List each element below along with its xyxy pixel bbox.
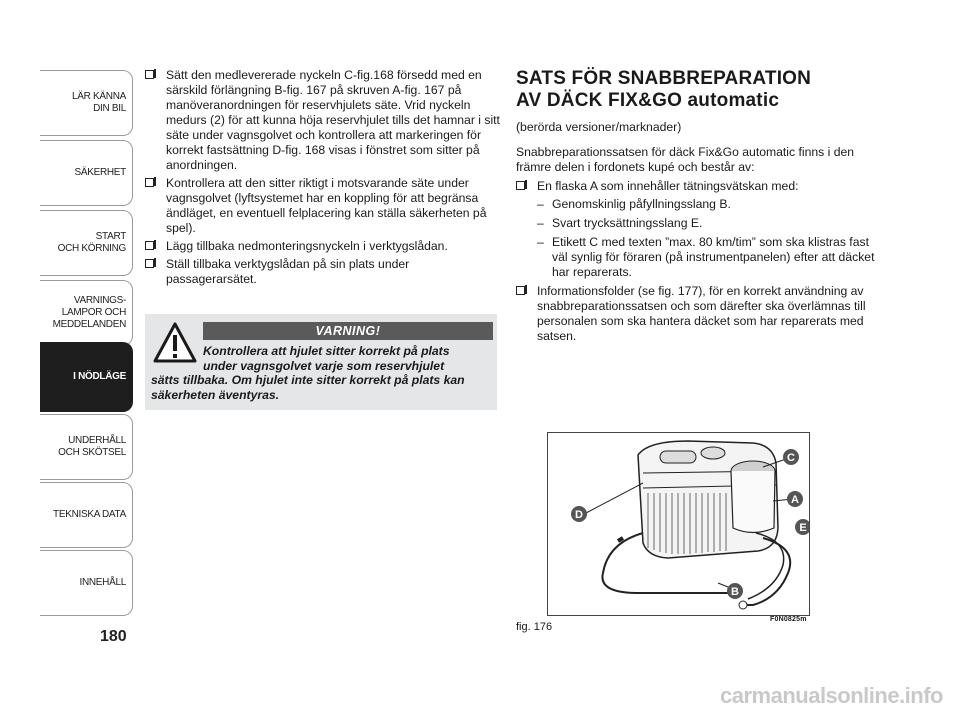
dash-text: Genomskinlig påfyllningsslang B. bbox=[552, 197, 731, 211]
dash-text: Svart trycksättningsslang E. bbox=[552, 216, 703, 230]
checkbox-bullet-icon bbox=[516, 286, 525, 295]
tab-start-och-korning[interactable] bbox=[40, 210, 133, 276]
figure-code: F0N0825m bbox=[770, 616, 807, 623]
repair-kit-illustration bbox=[548, 433, 809, 615]
tab-label: VARNINGS- LAMPOR OCH MEDDELANDEN bbox=[52, 295, 126, 330]
warning-box bbox=[145, 314, 497, 410]
bullet-text: Ställ tillbaka verktygslådan på sin plats under passagerarsätet. bbox=[166, 257, 410, 286]
tab-label: TEKNISKA DATA bbox=[53, 509, 126, 520]
tab-label: LÄR KÄNNA DIN BIL bbox=[72, 91, 126, 114]
tab-label: I NÖDLÄGE bbox=[73, 371, 126, 382]
figure-caption: fig. 176 bbox=[516, 621, 553, 633]
subtitle: (berörda versioner/marknader) bbox=[516, 120, 682, 134]
label-b: B bbox=[731, 586, 739, 598]
list-item bbox=[145, 257, 500, 287]
figure-repair-kit bbox=[547, 432, 810, 616]
bullet-text: Lägg tillbaka nedmonteringsnyckeln i verktygslådan. bbox=[166, 239, 448, 253]
tab-sakerhet[interactable] bbox=[40, 140, 133, 206]
bullet-text: En flaska A som innehåller tätningsvätskan med: bbox=[537, 179, 799, 193]
dash-item: – Genomskinlig påfyllningsslang B. bbox=[537, 197, 731, 211]
warning-text bbox=[151, 344, 491, 402]
page-number: 180 bbox=[100, 628, 127, 645]
bullet-text: Informationsfolder (se fig. 177), för en korrekt användning av snabbreparationssatsen och som därefter ska överlämnas till personalen som ska hantera däcket som har reparerats med satsen. bbox=[537, 284, 866, 343]
list-item bbox=[516, 284, 876, 344]
list-item bbox=[145, 68, 500, 173]
warning-line: Kontrollera att hjulet sitter korrekt på plats bbox=[203, 344, 450, 358]
tab-tekniska-data[interactable] bbox=[40, 482, 133, 548]
right-column bbox=[516, 68, 876, 347]
tab-varningslampor[interactable] bbox=[40, 280, 133, 346]
checkbox-bullet-icon bbox=[145, 70, 154, 79]
tab-innehall[interactable] bbox=[40, 550, 133, 616]
left-column bbox=[145, 68, 500, 290]
warning-header: VARNING! bbox=[203, 322, 493, 340]
label-e: E bbox=[799, 522, 807, 534]
bullet-text: Sätt den medlevererade nyckeln C-fig.168 försedd med en särskild förlängning B-fig. 167 på skruven A-fig. 167 på manöveranordningen för reservhjulets säte. Vrid nyckeln medurs (2) för att kunna höja reservhjulet tills det hamnar i sitt säte under vagnsgolvet och kontrollera att markeringen för korrekt fastsättning D-fig. 168 visas i fönstret som sitter på anordningen. bbox=[166, 68, 500, 172]
tab-lar-kanna-din-bil[interactable] bbox=[40, 70, 133, 136]
warning-line: sätts tillbaka. Om hjulet inte sitter korrekt på plats kan säkerheten äventyras. bbox=[151, 373, 465, 402]
list-item bbox=[145, 239, 500, 254]
tab-label: START OCH KÖRNING bbox=[57, 231, 126, 254]
label-a: A bbox=[791, 494, 799, 506]
title-line: AV DÄCK FIX&GO automatic bbox=[516, 90, 780, 111]
tab-underhall[interactable] bbox=[40, 414, 133, 480]
list-item bbox=[516, 179, 876, 194]
intro-paragraph: Snabbreparationssatsen för däck Fix&Go automatic finns i den främre delen i fordonets kupé och består av: bbox=[516, 145, 855, 174]
tab-label: INNEHÅLL bbox=[79, 577, 126, 588]
checkbox-bullet-icon bbox=[516, 181, 525, 190]
tab-label: SÄKERHET bbox=[74, 167, 126, 178]
warning-line: under vagnsgolvet varje som reservhjulet bbox=[203, 358, 445, 373]
dash-item: – Etikett C med texten ”max. 80 km/tim” som ska klistras fast väl synlig för föraren (på instrumentpanelen) efter att däcket har reparerats. bbox=[537, 235, 875, 279]
label-d: D bbox=[575, 509, 583, 521]
checkbox-bullet-icon bbox=[145, 259, 154, 268]
title-line: SATS FÖR SNABBREPARATION bbox=[516, 68, 812, 89]
tab-label: UNDERHÅLL OCH SKÖTSEL bbox=[58, 435, 126, 458]
list-item bbox=[145, 176, 500, 236]
section-title bbox=[516, 68, 876, 112]
checkbox-bullet-icon bbox=[145, 241, 154, 250]
dash-text: Etikett C med texten ”max. 80 km/tim” som ska klistras fast väl synlig för föraren (på instrumentpanelen) efter att däcket har reparerats. bbox=[552, 235, 875, 279]
watermark: carmanualsonline.info bbox=[720, 683, 943, 708]
dash-item: – Svart trycksättningsslang E. bbox=[537, 216, 703, 230]
label-c: C bbox=[787, 452, 795, 464]
bullet-text: Kontrollera att den sitter riktigt i motsvarande säte under vagnsgolvet (lyftsystemet har en koppling för att begränsa ändläget, en eventuell felplacering kan ställa säkerheten på spel). bbox=[166, 176, 487, 235]
checkbox-bullet-icon bbox=[145, 178, 154, 187]
tab-i-nodlage[interactable] bbox=[40, 342, 133, 412]
